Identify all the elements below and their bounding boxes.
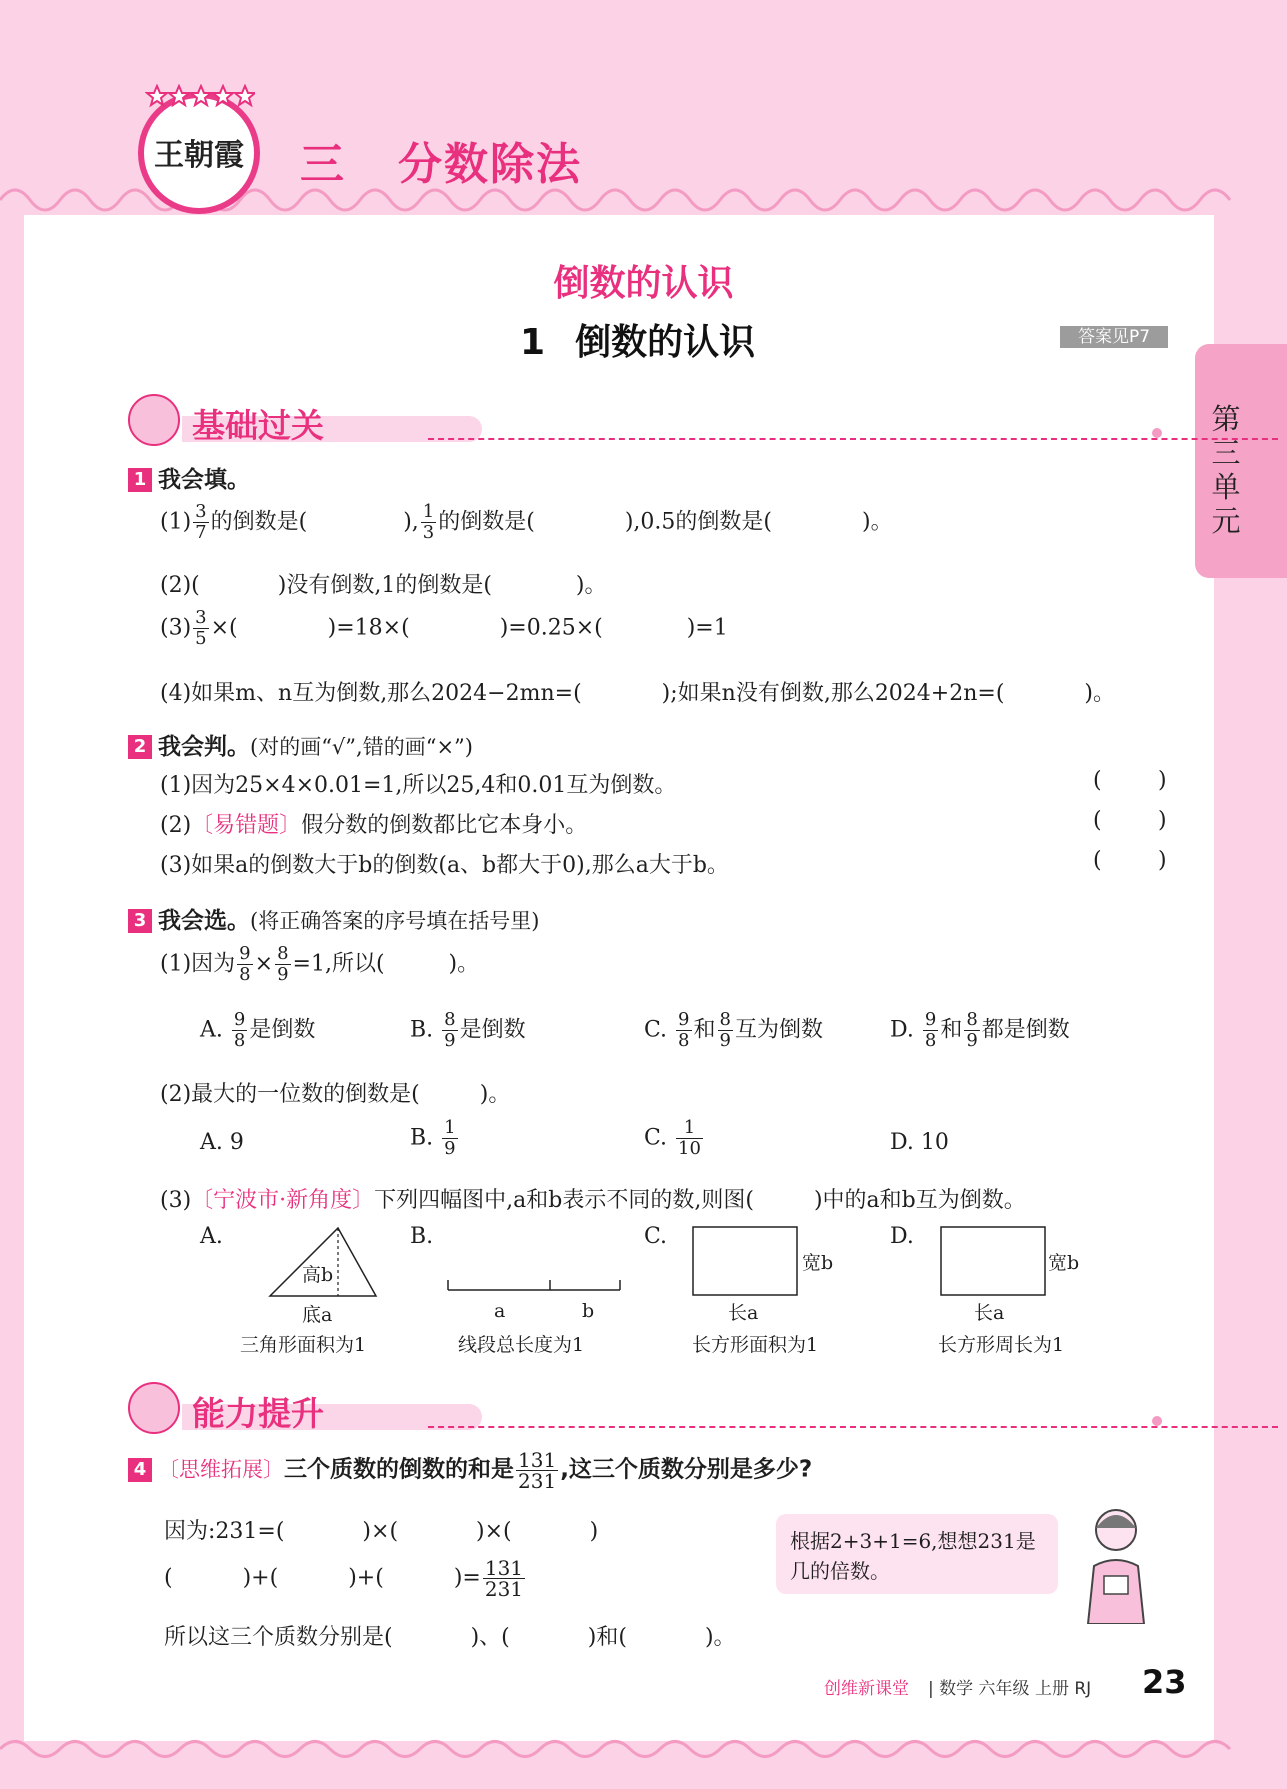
- error-prone-tag: 〔易错题〕: [191, 813, 302, 838]
- q3-part1: [160, 944, 479, 985]
- option-label: A.: [200, 1017, 223, 1043]
- fraction: [421, 502, 436, 543]
- numerator: 1: [422, 501, 435, 522]
- text: (3): [160, 615, 192, 641]
- denominator: 8: [678, 1030, 690, 1051]
- fraction: [442, 1118, 457, 1159]
- text: (4)如果m、n互为倒数,那么2024−2mn=(: [160, 681, 582, 706]
- side-tab-text: 第三单元: [1211, 402, 1241, 538]
- q1-part4: [160, 676, 1115, 707]
- text: )。: [575, 573, 607, 598]
- denominator: 8: [924, 1030, 937, 1051]
- monkey-avatar-icon: [128, 1382, 180, 1434]
- numerator: 9: [239, 943, 251, 964]
- line-segment-figure: [446, 1276, 622, 1298]
- hint-text: 根据2+3+1=6,想想231是几的倍数。: [790, 1529, 1036, 1583]
- text: )。: [704, 1625, 736, 1650]
- section-title: 倒数的认识: [553, 263, 734, 304]
- thinking-tag: 〔思维拓展〕: [158, 1457, 284, 1482]
- question-number-badge: 2: [128, 735, 152, 759]
- denominator: 231: [518, 1469, 557, 1493]
- fraction: [442, 1010, 457, 1051]
- text: );如果n没有倒数,那么2024+2n=(: [661, 681, 1005, 706]
- fraction: [676, 1010, 691, 1051]
- judge-paren-right: ): [1158, 848, 1167, 873]
- text: 所以这三个质数分别是(: [164, 1625, 393, 1650]
- segment-a-label: a: [494, 1300, 506, 1322]
- denominator: 9: [719, 1030, 731, 1051]
- text: )+(: [242, 1565, 279, 1591]
- option-text: 9: [229, 1130, 244, 1155]
- option-label: D.: [890, 1017, 914, 1043]
- question-number-badge: 4: [128, 1458, 152, 1482]
- fraction: [193, 502, 208, 543]
- text: ×: [254, 951, 274, 977]
- page-number: 23: [1142, 1663, 1187, 1701]
- option-label: D.: [890, 1130, 914, 1155]
- text: )×(: [362, 1519, 399, 1544]
- lesson-name: 倒数的认识: [575, 322, 756, 363]
- question-note: (对的画“√”,错的画“×”): [250, 735, 473, 759]
- text: (2): [160, 813, 192, 838]
- text: )+(: [348, 1565, 384, 1591]
- option-label: B.: [410, 1125, 434, 1151]
- text: )、(: [470, 1625, 510, 1650]
- numerator: 131: [518, 1448, 557, 1472]
- judge-paren-left: (: [1093, 808, 1102, 833]
- text: (3): [160, 1188, 192, 1213]
- fraction: [516, 1450, 558, 1491]
- denominator: 3: [422, 522, 435, 543]
- girl-avatar-icon: [128, 394, 180, 446]
- numerator: 3: [195, 607, 207, 628]
- wavy-border-bottom: [0, 1734, 1287, 1764]
- text: (2)(: [160, 573, 200, 598]
- text: ): [589, 1519, 599, 1544]
- text: (1)因为: [160, 951, 236, 977]
- option-text: 10: [920, 1130, 949, 1155]
- option-c[interactable]: [644, 1010, 823, 1051]
- q1-part1: [160, 502, 893, 543]
- question-title: 我会判。: [158, 734, 250, 760]
- numerator: 1: [676, 1118, 703, 1139]
- denominator: 231: [484, 1577, 524, 1601]
- fraction: [232, 1010, 247, 1051]
- option-text: 是倒数: [249, 1017, 316, 1043]
- option-label: B.: [410, 1017, 434, 1043]
- figure-a-caption: 三角形面积为1: [240, 1334, 367, 1356]
- option-c[interactable]: [644, 1118, 705, 1159]
- text: )=18×(: [327, 615, 410, 641]
- fraction: [275, 944, 290, 985]
- text: )和(: [587, 1625, 627, 1650]
- q1-part3: [160, 608, 728, 649]
- text: 和: [940, 1017, 963, 1043]
- text: (: [164, 1565, 173, 1591]
- denominator: 5: [195, 628, 207, 649]
- fraction: [964, 1010, 979, 1051]
- option-d[interactable]: [890, 1130, 949, 1155]
- source-tag: 〔宁波市·新角度〕: [191, 1188, 375, 1213]
- text: )=: [453, 1565, 481, 1591]
- banner-basic: [128, 394, 1168, 450]
- q2-item1: (1)因为25×4×0.01=1,所以25,4和0.01互为倒数。: [160, 773, 677, 798]
- fraction: [676, 1118, 703, 1159]
- judge-paren-right: ): [1158, 768, 1167, 793]
- text: ),0.5的倒数是(: [624, 509, 772, 535]
- question-number-badge: 1: [128, 468, 152, 492]
- dashed-divider: [428, 438, 1278, 440]
- brand-logo: [138, 92, 260, 214]
- figure-a-label[interactable]: A.: [200, 1224, 223, 1249]
- option-label: C.: [644, 1125, 668, 1151]
- q3-part3: [160, 1183, 1026, 1214]
- text: 的倒数是(: [210, 509, 308, 535]
- numerator: 1: [444, 1117, 456, 1138]
- question-note: (将正确答案的序号填在括号里): [250, 909, 540, 933]
- q2-heading: [128, 728, 473, 761]
- option-b[interactable]: [410, 1010, 526, 1051]
- q4-line2: [164, 1558, 527, 1599]
- text: 因为:231=(: [164, 1519, 285, 1544]
- lesson-number: 1: [520, 322, 546, 363]
- lesson-title: [520, 314, 755, 365]
- denominator: 8: [233, 1030, 246, 1051]
- rect-width-label: 宽b: [1048, 1252, 1080, 1274]
- judge-paren-left: (: [1093, 848, 1102, 873]
- option-b[interactable]: [410, 1118, 460, 1159]
- rectangle-perimeter-figure: [940, 1226, 1046, 1296]
- text: )中的a和b互为倒数。: [813, 1188, 1026, 1213]
- q4-line3: [164, 1620, 736, 1651]
- q3-part2: [160, 1077, 510, 1108]
- segment-b-label: b: [582, 1300, 595, 1322]
- q3-heading: [128, 902, 539, 935]
- teacher-illustration-icon: [1074, 1500, 1158, 1624]
- option-label: C.: [644, 1017, 668, 1043]
- footer-brand: 创维新课堂: [824, 1679, 909, 1699]
- figure-b-label[interactable]: B.: [410, 1224, 434, 1249]
- text: (1): [160, 509, 192, 535]
- logo-text: 王朝霞: [154, 138, 244, 173]
- fraction: [483, 1558, 525, 1599]
- denominator: 7: [195, 522, 207, 543]
- numerator: 8: [444, 1009, 456, 1030]
- fraction: [193, 608, 208, 649]
- text: )没有倒数,1的倒数是(: [277, 573, 492, 598]
- dot-decoration: [1152, 1416, 1162, 1426]
- text: )。: [862, 509, 893, 535]
- q2-item2: [160, 808, 587, 839]
- denominator: 9: [444, 1030, 456, 1051]
- text: )=1: [686, 615, 728, 641]
- banner-label: 能力提升: [192, 1394, 324, 1433]
- option-label: A.: [200, 1130, 223, 1155]
- numerator: 8: [277, 943, 289, 964]
- dot-decoration: [1152, 428, 1162, 438]
- banner-advanced: [128, 1382, 1168, 1438]
- option-text: 是倒数: [459, 1017, 526, 1043]
- denominator: 9: [277, 964, 289, 985]
- unit-name: 分数除法: [398, 139, 582, 190]
- q1-part2: [160, 568, 607, 599]
- judge-paren-right: ): [1158, 808, 1167, 833]
- option-text: 互为倒数: [734, 1017, 823, 1043]
- denominator: 9: [966, 1030, 978, 1051]
- rect-width-label: 宽b: [802, 1252, 834, 1274]
- option-d[interactable]: [890, 1010, 1070, 1051]
- q4-heading: [128, 1450, 812, 1491]
- rect-length-label: 长a: [974, 1302, 1005, 1324]
- figure-d-caption: 长方形周长为1: [938, 1334, 1065, 1356]
- text: )。: [448, 951, 480, 977]
- numerator: 9: [678, 1009, 690, 1030]
- banner-label: 基础过关: [192, 406, 324, 445]
- text: (2)最大的一位数的倒数是(: [160, 1082, 420, 1107]
- option-a[interactable]: [200, 1010, 315, 1051]
- text: )×(: [476, 1519, 512, 1544]
- option-text: 都是倒数: [981, 1017, 1070, 1043]
- question-number-badge: 3: [128, 909, 152, 933]
- text: 的倒数是(: [438, 509, 535, 535]
- text: ),: [403, 509, 419, 535]
- judge-paren-left: (: [1093, 768, 1102, 793]
- text: ×(: [210, 615, 238, 641]
- numerator: 9: [924, 1009, 937, 1030]
- fraction: [718, 1010, 733, 1051]
- question-title: 我会填。: [158, 467, 250, 493]
- q4-line1: [164, 1514, 598, 1545]
- figure-d-label[interactable]: D.: [890, 1224, 914, 1249]
- q2-item3: (3)如果a的倒数大于b的倒数(a、b都大于0),那么a大于b。: [160, 853, 729, 878]
- numerator: 8: [966, 1009, 978, 1030]
- fraction: [237, 944, 252, 985]
- triangle-height-label: 高b: [302, 1264, 334, 1286]
- question-title-end: ,这三个质数分别是多少?: [560, 1456, 813, 1483]
- figure-b-caption: 线段总长度为1: [458, 1334, 585, 1356]
- unit-title: [300, 128, 634, 192]
- text: 和: [693, 1017, 716, 1043]
- answer-reference-badge: 答案见P7: [1060, 326, 1168, 348]
- numerator: 8: [719, 1009, 731, 1030]
- rectangle-area-figure: [692, 1226, 798, 1296]
- figure-c-caption: 长方形面积为1: [692, 1334, 819, 1356]
- numerator: 9: [233, 1009, 246, 1030]
- numerator: 3: [195, 501, 207, 522]
- text: =1,所以(: [292, 951, 385, 977]
- numerator: 131: [484, 1556, 524, 1580]
- dashed-divider: [428, 1426, 1278, 1428]
- question-title: 三个质数的倒数的和是: [284, 1456, 514, 1483]
- text: 下列四幅图中,a和b表示不同的数,则图(: [374, 1188, 754, 1213]
- rect-length-label: 长a: [728, 1302, 759, 1324]
- option-a[interactable]: [200, 1130, 244, 1155]
- text: )。: [1084, 681, 1116, 706]
- footer-book-info: | 数学 六年级 上册 RJ: [928, 1679, 1092, 1699]
- text: )=0.25×(: [499, 615, 603, 641]
- fraction: [923, 1010, 938, 1051]
- denominator: 9: [444, 1138, 456, 1159]
- figure-c-label[interactable]: C.: [644, 1224, 668, 1249]
- triangle-base-label: 底a: [302, 1304, 333, 1326]
- denominator: 8: [239, 964, 251, 985]
- logo-stars-icon: [145, 84, 255, 108]
- question-title: 我会选。: [158, 908, 250, 934]
- denominator: 10: [678, 1138, 701, 1159]
- unit-number: 三: [300, 139, 346, 190]
- text: 假分数的倒数都比它本身小。: [301, 813, 588, 838]
- q1-heading: [128, 461, 250, 494]
- text: )。: [479, 1082, 511, 1107]
